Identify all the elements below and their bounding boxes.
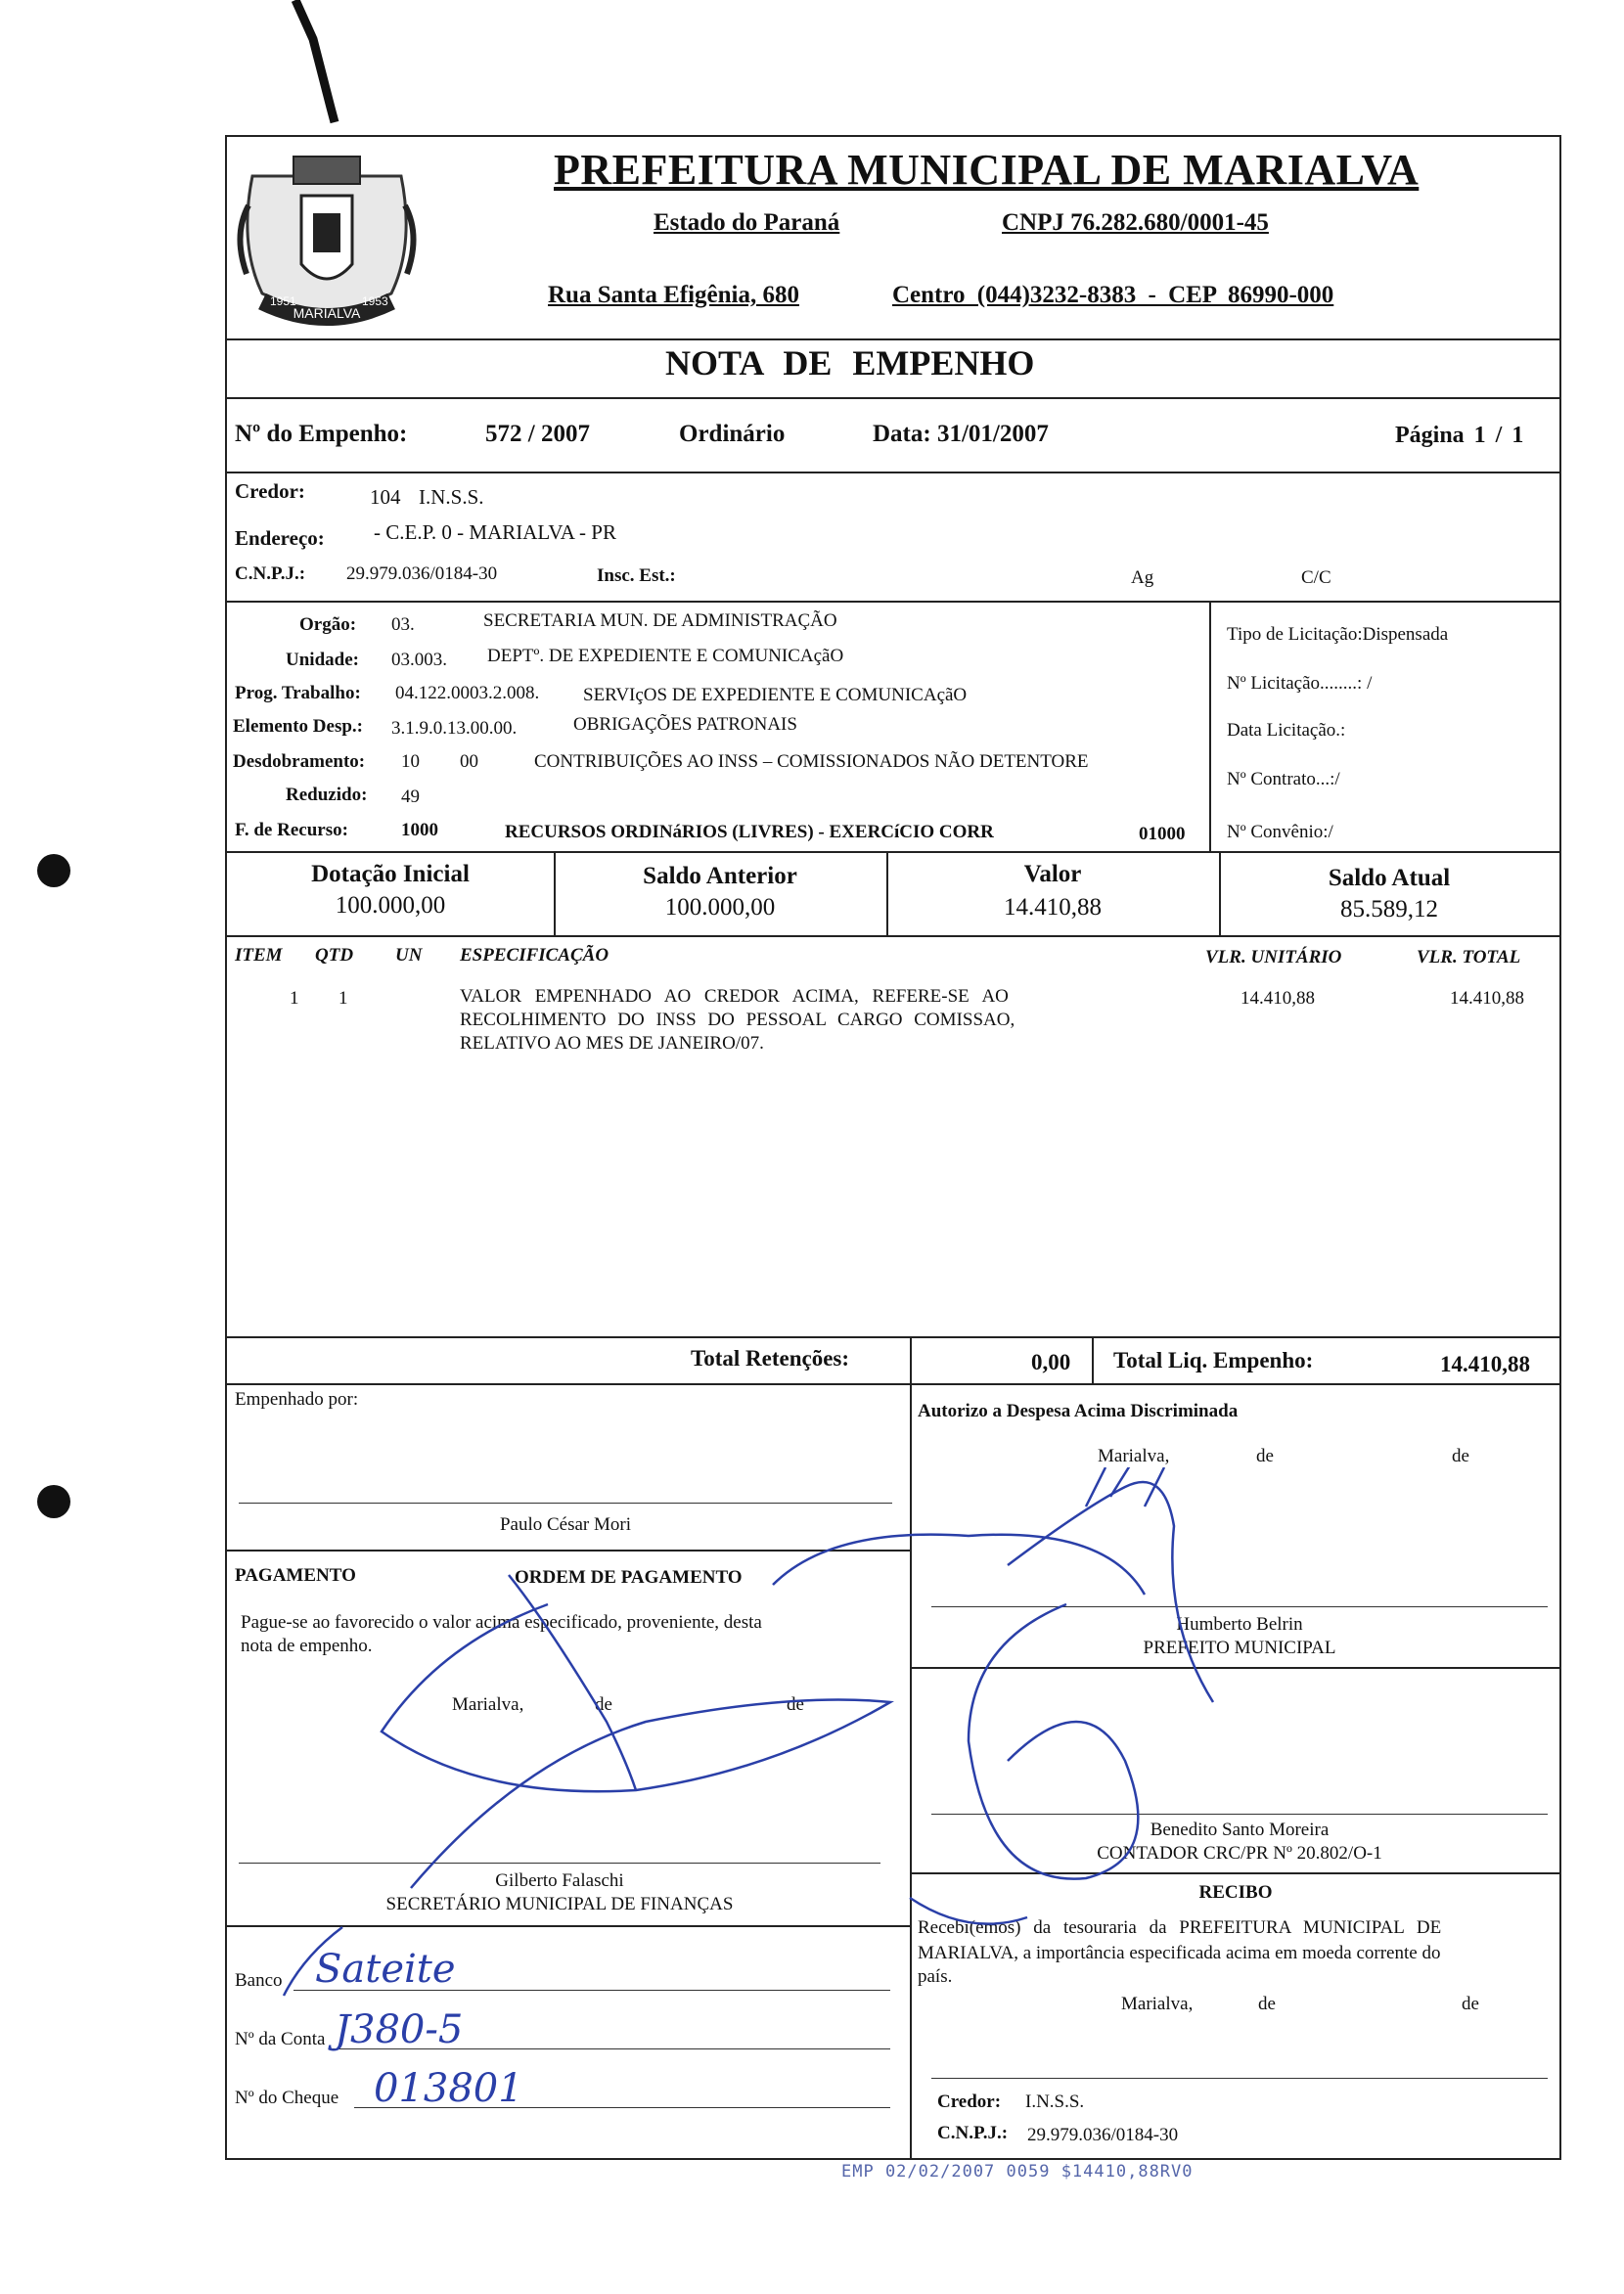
prog-label: Prog. Trabalho:	[235, 683, 361, 703]
cnpj-label: CNPJ 76.282.680/0001-45	[1002, 209, 1269, 236]
state-label: Estado do Paraná	[654, 209, 840, 236]
conta-handwritten: J380-5	[335, 2007, 464, 2052]
recibo-de2: de	[1462, 1994, 1479, 2014]
footer-stamp: EMP 02/02/2007 0059 $14410,88RV0	[841, 2162, 1194, 2182]
elemento-value: OBRIGAÇÕES PATRONAIS	[573, 714, 797, 735]
prog-code: 04.122.0003.2.008.	[395, 683, 540, 703]
total-retencoes-value: 0,00	[1031, 1350, 1071, 1374]
autorizo-label: Autorizo a Despesa Acima Discriminada	[918, 1401, 1239, 1421]
recibo-cnpj-label: C.N.P.J.:	[937, 2123, 1009, 2143]
recibo-text-1: Recebi(emos) da tesouraria da PREFEITURA MUNICIPAL DE	[918, 1917, 1442, 1938]
svg-text:1951: 1951	[270, 294, 296, 308]
numero-contrato: Nº Contrato...:/	[1227, 769, 1340, 789]
secretario-title: SECRETÁRIO MUNICIPAL DE FINANÇAS	[385, 1894, 734, 1914]
scan-hole-bottom	[37, 1485, 70, 1518]
reduzido-value: 49	[401, 787, 420, 807]
table-row-qtd: 1	[338, 988, 348, 1009]
unidade-code: 03.003.	[391, 650, 447, 670]
contador-name: Benedito Santo Moreira	[1150, 1820, 1330, 1840]
conta-label: Nº da Conta	[235, 2029, 326, 2049]
valor-value: 14.410,88	[1004, 894, 1102, 921]
phone-cep-label: Centro (044)3232-8383 - CEP 86990-000	[892, 282, 1334, 308]
especificacao-header: ESPECIFICAÇÃO	[460, 945, 609, 966]
pagamento-label: PAGAMENTO	[235, 1565, 356, 1586]
recurso-value: RECURSOS ORDINáRIOS (LIVRES) - EXERCíCIO CORR	[505, 822, 994, 842]
saldo-anterior-value: 100.000,00	[664, 894, 776, 921]
recibo-place: Marialva,	[1121, 1994, 1194, 2014]
cheque-label: Nº do Cheque	[235, 2088, 339, 2108]
total-liquido-value: 14.410,88	[1440, 1352, 1530, 1376]
banco-label: Banco	[235, 1970, 283, 1991]
dotacao-label: Dotação Inicial	[311, 861, 470, 887]
empenho-number: 572 / 2007	[485, 421, 590, 447]
total-retencoes-label: Total Retenções:	[691, 1346, 850, 1371]
saldo-anterior-label: Saldo Anterior	[643, 863, 797, 889]
orgao-label: Orgão:	[299, 614, 357, 635]
cc-label: C/C	[1301, 567, 1331, 588]
pagamento-text-2: nota de empenho.	[241, 1636, 373, 1656]
numero-convenio: Nº Convênio:/	[1227, 822, 1333, 842]
insc-est-label: Insc. Est.:	[597, 565, 676, 586]
pagamento-place: Marialva,	[452, 1694, 524, 1715]
table-row-total-value: 14.410,88	[1450, 988, 1524, 1009]
page-title: PREFEITURA MUNICIPAL DE MARIALVA	[554, 146, 1420, 194]
address-label: Rua Santa Efigênia, 680	[548, 282, 799, 308]
numero-licitacao: Nº Licitação........: /	[1227, 673, 1373, 694]
vlr-total-header: VLR. TOTAL	[1417, 947, 1521, 967]
cheque-handwritten: 013801	[374, 2066, 523, 2111]
data-licitacao: Data Licitação.:	[1227, 720, 1346, 741]
recurso-label: F. de Recurso:	[235, 820, 348, 840]
empenho-date: Data: 31/01/2007	[873, 421, 1049, 447]
credor-name: I.N.S.S.	[419, 485, 484, 509]
recurso-code: 1000	[401, 820, 438, 840]
empenho-label: Nº do Empenho:	[235, 421, 408, 447]
item-header: ITEM	[235, 945, 283, 966]
recibo-credor-value: I.N.S.S.	[1025, 2092, 1085, 2112]
table-row-desc-line-3: RELATIVO AO MES DE JANEIRO/07.	[460, 1033, 764, 1054]
table-row-desc-line-2: RECOLHIMENTO DO INSS DO PESSOAL CARGO COMISSAO,	[460, 1010, 1015, 1030]
elemento-label: Elemento Desp.:	[233, 716, 363, 737]
desdob-value: CONTRIBUIÇÕES AO INSS – COMISSIONADOS NÃO DETENTORE	[534, 751, 1089, 772]
recibo-text-3: país.	[918, 1966, 953, 1987]
contador-title: CONTADOR CRC/PR Nº 20.802/O-1	[1097, 1843, 1382, 1864]
table-row-unit-value: 14.410,88	[1241, 988, 1315, 1009]
autorizo-de2: de	[1452, 1446, 1469, 1466]
endereco-label: Endereço:	[235, 526, 325, 550]
page-number: Página 1 / 1	[1395, 423, 1524, 448]
ordem-pagamento-label: ORDEM DE PAGAMENTO	[515, 1567, 743, 1588]
reduzido-label: Reduzido:	[286, 785, 368, 805]
recibo-text-2: MARIALVA, a importância especificada acima em moeda corrente do	[918, 1943, 1441, 1963]
saldo-atual-value: 85.589,12	[1340, 896, 1438, 922]
autorizo-de1: de	[1256, 1446, 1274, 1466]
tipo-licitacao: Tipo de Licitação:Dispensada	[1227, 624, 1449, 645]
recibo-title: RECIBO	[1198, 1882, 1273, 1903]
prefeito-name: Humberto Belrin	[1176, 1614, 1303, 1635]
recibo-credor-label: Credor:	[937, 2092, 1002, 2112]
prefeito-title: PREFEITO MUNICIPAL	[1143, 1638, 1336, 1658]
desdob-label: Desdobramento:	[233, 751, 366, 772]
saldo-atual-label: Saldo Atual	[1328, 865, 1451, 891]
signature-scribbles	[225, 1467, 1561, 2015]
svg-text:MARIALVA: MARIALVA	[293, 305, 361, 321]
recurso-code2: 01000	[1139, 824, 1186, 844]
unidade-value: DEPTº. DE EXPEDIENTE E COMUNICAçãO	[487, 646, 844, 666]
valor-label: Valor	[1023, 861, 1082, 887]
table-row-item: 1	[290, 988, 299, 1009]
ag-label: Ag	[1131, 567, 1154, 588]
orgao-value: SECRETARIA MUN. DE ADMINISTRAÇÃO	[483, 610, 837, 631]
un-header: UN	[395, 945, 423, 966]
autorizo-place: Marialva,	[1098, 1446, 1170, 1466]
desdob-code1: 10	[401, 751, 420, 772]
desdob-code2: 00	[460, 751, 478, 772]
empenhado-name: Paulo César Mori	[499, 1514, 632, 1535]
pagamento-de2: de	[787, 1694, 804, 1715]
empenhado-label: Empenhado por:	[235, 1389, 359, 1410]
banco-handwritten: Sateite	[315, 1947, 456, 1992]
doc-title: NOTA DE EMPENHO	[665, 343, 1035, 382]
credor-code: 104	[370, 485, 401, 509]
total-liquido-label: Total Liq. Empenho:	[1113, 1348, 1314, 1372]
credor-label: Credor:	[235, 479, 305, 503]
scan-hole-top	[37, 854, 70, 887]
unidade-label: Unidade:	[286, 650, 359, 670]
cnpj-credor-label: C.N.P.J.:	[235, 563, 306, 584]
recibo-de1: de	[1258, 1994, 1276, 2014]
svg-text:1953: 1953	[362, 294, 388, 308]
qtd-header: QTD	[315, 945, 354, 966]
secretario-name: Gilberto Falaschi	[495, 1870, 624, 1891]
dotacao-value: 100.000,00	[335, 892, 446, 919]
prog-value: SERVIçOS DE EXPEDIENTE E COMUNICAçãO	[583, 685, 968, 705]
empenho-type: Ordinário	[679, 421, 786, 447]
elemento-code: 3.1.9.0.13.00.00.	[391, 718, 518, 739]
municipal-crest-icon	[233, 137, 421, 333]
vlr-unitario-header: VLR. UNITÁRIO	[1205, 947, 1342, 967]
table-row-desc-line-1: VALOR EMPENHADO AO CREDOR ACIMA, REFERE-SE AO	[460, 986, 1009, 1007]
pagamento-text-1: Pague-se ao favorecido o valor acima especificado, proveniente, desta	[241, 1612, 762, 1633]
pagamento-de1: de	[595, 1694, 612, 1715]
orgao-code: 03.	[391, 614, 415, 635]
cnpj-credor-value: 29.979.036/0184-30	[346, 563, 498, 584]
endereco-value: - C.E.P. 0 - MARIALVA - PR	[374, 520, 616, 544]
scan-mark	[284, 0, 352, 127]
recibo-cnpj-value: 29.979.036/0184-30	[1027, 2125, 1179, 2145]
